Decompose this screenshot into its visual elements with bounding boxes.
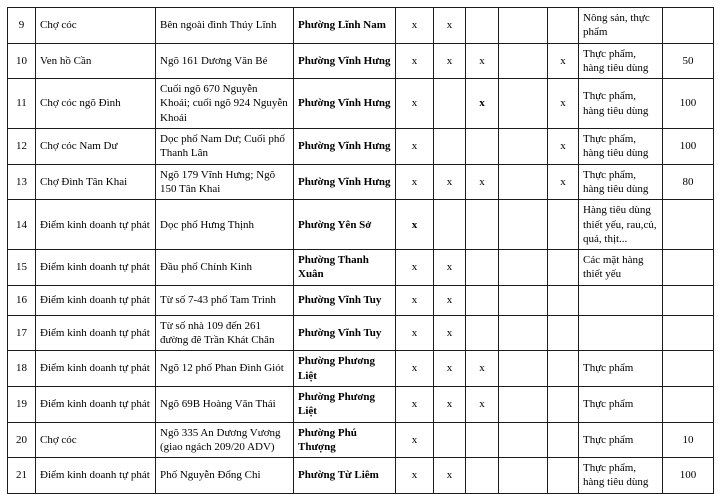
address-cell: Dọc phố Nam Dư; Cuối phố Thanh Lân — [156, 129, 294, 165]
ward-cell: Phường Vĩnh Tuy — [294, 315, 396, 351]
mark-cell-1: x — [396, 458, 434, 494]
mark-cell-2: x — [434, 285, 466, 315]
row-number-cell: 9 — [8, 8, 36, 44]
mark-cell-4 — [499, 422, 548, 458]
ward-cell: Phường Từ Liêm — [294, 458, 396, 494]
mark-cell-3 — [466, 422, 499, 458]
mark-cell-1: x — [396, 351, 434, 387]
table-body — [8, 8, 714, 494]
market-type-cell: Chợ Đình Tân Khai — [36, 164, 156, 200]
mark-cell-1: x — [396, 200, 434, 250]
market-type-cell: Điểm kinh doanh tự phát — [36, 200, 156, 250]
mark-cell-3: x — [466, 43, 499, 79]
mark-cell-2: x — [434, 250, 466, 286]
goods-cell: Thực phẩm — [579, 351, 663, 387]
mark-cell-5 — [548, 386, 579, 422]
mark-cell-1: x — [396, 43, 434, 79]
mark-cell-1: x — [396, 386, 434, 422]
mark-cell-2: x — [434, 164, 466, 200]
goods-cell: Thực phẩm — [579, 386, 663, 422]
table-row — [8, 386, 714, 422]
mark-cell-4 — [499, 164, 548, 200]
mark-cell-4 — [499, 386, 548, 422]
mark-cell-5: x — [548, 43, 579, 79]
goods-cell: Hàng tiêu dùng thiết yếu, rau,củ, quả, thịt... — [579, 200, 663, 250]
mark-cell-5: x — [548, 79, 579, 129]
address-cell: Ngõ 69B Hoàng Văn Thái — [156, 386, 294, 422]
mark-cell-5 — [548, 315, 579, 351]
market-type-cell: Điểm kinh doanh tự phát — [36, 285, 156, 315]
mark-cell-4 — [499, 43, 548, 79]
mark-cell-1: x — [396, 250, 434, 286]
mark-cell-2 — [434, 79, 466, 129]
mark-cell-1: x — [396, 8, 434, 44]
mark-cell-2 — [434, 422, 466, 458]
quantity-cell: 100 — [663, 458, 714, 494]
mark-cell-3: x — [466, 386, 499, 422]
mark-cell-2: x — [434, 386, 466, 422]
mark-cell-3: x — [466, 351, 499, 387]
table-row — [8, 129, 714, 165]
mark-cell-4 — [499, 8, 548, 44]
goods-cell: Thực phẩm, hàng tiêu dùng — [579, 79, 663, 129]
address-cell: Ngõ 161 Dương Văn Bé — [156, 43, 294, 79]
mark-cell-5 — [548, 200, 579, 250]
goods-cell: Thực phẩm — [579, 422, 663, 458]
mark-cell-4 — [499, 200, 548, 250]
mark-cell-4 — [499, 458, 548, 494]
mark-cell-4 — [499, 250, 548, 286]
mark-cell-4 — [499, 285, 548, 315]
address-cell: Dọc phố Hưng Thịnh — [156, 200, 294, 250]
table-row — [8, 422, 714, 458]
table-row — [8, 315, 714, 351]
table-row — [8, 351, 714, 387]
address-cell: Từ số nhà 109 đến 261 đường đê Trần Khát Chân — [156, 315, 294, 351]
row-number-cell: 10 — [8, 43, 36, 79]
mark-cell-5 — [548, 250, 579, 286]
ward-cell: Phường Phương Liệt — [294, 351, 396, 387]
mark-cell-1: x — [396, 79, 434, 129]
goods-cell: Thực phẩm, hàng tiêu dùng — [579, 458, 663, 494]
mark-cell-2: x — [434, 458, 466, 494]
ward-cell: Phường Vĩnh Hưng — [294, 129, 396, 165]
market-type-cell: Chợ cóc ngõ Đình — [36, 79, 156, 129]
market-type-cell: Điểm kinh doanh tự phát — [36, 386, 156, 422]
row-number-cell: 18 — [8, 351, 36, 387]
quantity-cell — [663, 200, 714, 250]
mark-cell-4 — [499, 79, 548, 129]
mark-cell-5: x — [548, 129, 579, 165]
mark-cell-1: x — [396, 285, 434, 315]
quantity-cell — [663, 351, 714, 387]
address-cell: Ngõ 12 phố Phan Đình Giót — [156, 351, 294, 387]
mark-cell-1: x — [396, 164, 434, 200]
mark-cell-2: x — [434, 351, 466, 387]
ward-cell: Phường Vĩnh Hưng — [294, 164, 396, 200]
ward-cell: Phường Thanh Xuân — [294, 250, 396, 286]
ward-cell: Phường Phương Liệt — [294, 386, 396, 422]
table-row — [8, 200, 714, 250]
quantity-cell — [663, 285, 714, 315]
mark-cell-4 — [499, 315, 548, 351]
mark-cell-1: x — [396, 315, 434, 351]
quantity-cell: 10 — [663, 422, 714, 458]
mark-cell-3 — [466, 315, 499, 351]
row-number-cell: 20 — [8, 422, 36, 458]
goods-cell: Thực phẩm, hàng tiêu dùng — [579, 164, 663, 200]
mark-cell-5: x — [548, 164, 579, 200]
row-number-cell: 11 — [8, 79, 36, 129]
mark-cell-1: x — [396, 422, 434, 458]
mark-cell-3 — [466, 250, 499, 286]
quantity-cell — [663, 8, 714, 44]
goods-cell: Nông sản, thực phẩm — [579, 8, 663, 44]
mark-cell-3 — [466, 200, 499, 250]
address-cell: Ngõ 335 An Dương Vương (giao ngách 209/20 ADV) — [156, 422, 294, 458]
mark-cell-2 — [434, 200, 466, 250]
mark-cell-3 — [466, 8, 499, 44]
table-row — [8, 458, 714, 494]
mark-cell-5 — [548, 8, 579, 44]
mark-cell-2: x — [434, 315, 466, 351]
ward-cell: Phường Phú Thượng — [294, 422, 396, 458]
goods-cell: Các mặt hàng thiết yếu — [579, 250, 663, 286]
table-row — [8, 8, 714, 44]
address-cell: Cuối ngõ 670 Nguyễn Khoái; cuối ngõ 924 Nguyễn Khoái — [156, 79, 294, 129]
mark-cell-3: x — [466, 79, 499, 129]
goods-cell: Thực phẩm, hàng tiêu dùng — [579, 43, 663, 79]
mark-cell-4 — [499, 129, 548, 165]
mark-cell-5 — [548, 351, 579, 387]
market-type-cell: Điểm kinh doanh tự phát — [36, 458, 156, 494]
quantity-cell — [663, 315, 714, 351]
market-type-cell: Chợ cóc — [36, 8, 156, 44]
goods-cell: Thực phẩm, hàng tiêu dùng — [579, 129, 663, 165]
mark-cell-3 — [466, 458, 499, 494]
table-row — [8, 285, 714, 315]
row-number-cell: 16 — [8, 285, 36, 315]
quantity-cell — [663, 250, 714, 286]
table-row — [8, 250, 714, 286]
mark-cell-1: x — [396, 129, 434, 165]
market-type-cell: Ven hồ Cần — [36, 43, 156, 79]
market-type-cell: Chợ cóc — [36, 422, 156, 458]
ward-cell: Phường Vĩnh Tuy — [294, 285, 396, 315]
row-number-cell: 21 — [8, 458, 36, 494]
mark-cell-2 — [434, 129, 466, 165]
quantity-cell: 50 — [663, 43, 714, 79]
quantity-cell: 80 — [663, 164, 714, 200]
mark-cell-5 — [548, 285, 579, 315]
mark-cell-3: x — [466, 164, 499, 200]
market-type-cell: Điểm kinh doanh tự phát — [36, 250, 156, 286]
mark-cell-3 — [466, 285, 499, 315]
mark-cell-2: x — [434, 43, 466, 79]
table-row — [8, 43, 714, 79]
table-row — [8, 79, 714, 129]
address-cell: Bên ngoài đình Thúy Lĩnh — [156, 8, 294, 44]
row-number-cell: 19 — [8, 386, 36, 422]
markets-table — [7, 7, 714, 494]
goods-cell — [579, 315, 663, 351]
row-number-cell: 15 — [8, 250, 36, 286]
quantity-cell: 100 — [663, 79, 714, 129]
address-cell: Từ số 7-43 phố Tam Trinh — [156, 285, 294, 315]
row-number-cell: 13 — [8, 164, 36, 200]
row-number-cell: 12 — [8, 129, 36, 165]
ward-cell: Phường Vĩnh Hưng — [294, 79, 396, 129]
table-row — [8, 164, 714, 200]
ward-cell: Phường Vĩnh Hưng — [294, 43, 396, 79]
quantity-cell: 100 — [663, 129, 714, 165]
mark-cell-3 — [466, 129, 499, 165]
ward-cell: Phường Lĩnh Nam — [294, 8, 396, 44]
goods-cell — [579, 285, 663, 315]
mark-cell-4 — [499, 351, 548, 387]
mark-cell-5 — [548, 422, 579, 458]
market-type-cell: Chợ cóc Nam Dư — [36, 129, 156, 165]
quantity-cell — [663, 386, 714, 422]
ward-cell: Phường Yên Sở — [294, 200, 396, 250]
address-cell: Phố Nguyễn Đổng Chi — [156, 458, 294, 494]
market-type-cell: Điểm kinh doanh tự phát — [36, 351, 156, 387]
address-cell: Ngõ 179 Vĩnh Hưng; Ngõ 150 Tân Khai — [156, 164, 294, 200]
mark-cell-2: x — [434, 8, 466, 44]
row-number-cell: 14 — [8, 200, 36, 250]
market-type-cell: Điểm kinh doanh tự phát — [36, 315, 156, 351]
address-cell: Đầu phố Chính Kinh — [156, 250, 294, 286]
mark-cell-5 — [548, 458, 579, 494]
row-number-cell: 17 — [8, 315, 36, 351]
